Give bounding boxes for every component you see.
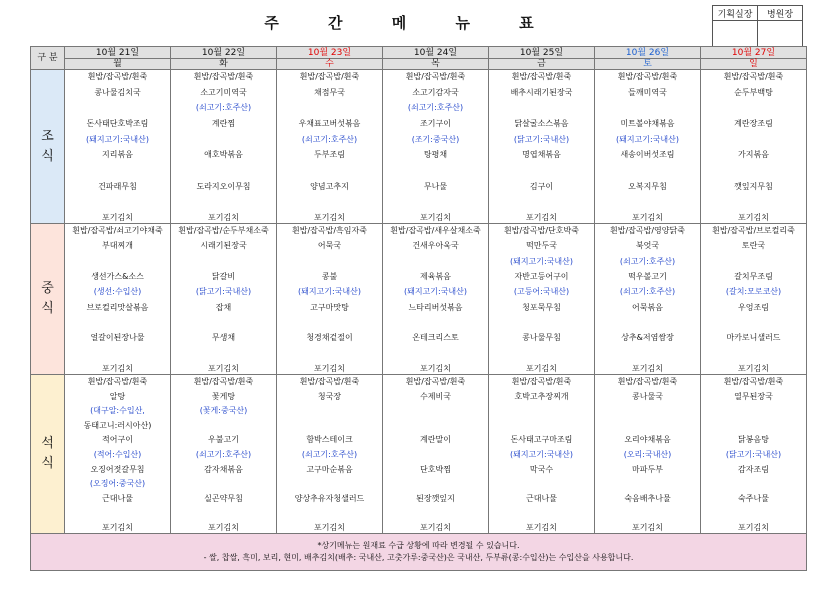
menu-cell <box>383 224 489 375</box>
menu-item: (적어:수입산) <box>93 450 142 459</box>
menu-item: 토란국 <box>741 241 766 251</box>
menu-item: 무나물 <box>423 181 448 191</box>
menu-item: 얼갈이된장나물 <box>90 333 145 343</box>
menu-item: 포기김치 <box>632 523 663 532</box>
menu-item: 계란찜 <box>211 119 236 128</box>
menu-item: 흰밥/잡곡밥/흰죽 <box>87 377 148 386</box>
menu-item: 포기김치 <box>420 523 451 532</box>
menu-item: (고등어:국내산) <box>513 287 570 297</box>
menu-item: 포기김치 <box>738 523 769 532</box>
dinner-label <box>31 375 65 534</box>
meal-label-char: 식 <box>41 456 54 471</box>
menu-item: 계란말이 <box>420 435 451 445</box>
menu-item: 포기김치 <box>738 213 769 222</box>
menu-item: 흰밥/잡곡밥/흰죽 <box>511 72 572 81</box>
menu-item: 탕평채 <box>423 150 448 160</box>
date-cell: 10월 26일 <box>595 47 701 59</box>
menu-item: 흰밥/잡곡밥/단호박죽 <box>504 226 579 235</box>
menu-cell <box>489 70 595 224</box>
menu-item: 포기김치 <box>102 523 133 532</box>
menu-item: 닭봉음탕 <box>738 435 769 445</box>
weekly-menu-table <box>30 46 807 571</box>
menu-item: 흰밥/잡곡밥/순두부채소죽 <box>178 226 269 235</box>
lunch-row <box>31 224 807 375</box>
weekday-cell: 토 <box>595 59 701 70</box>
date-cell: 10월 21일 <box>65 47 171 59</box>
menu-item: 청경채겉절이 <box>306 333 353 343</box>
menu-item: (쇠고기:호주산) <box>301 450 358 459</box>
menu-cell <box>701 224 807 375</box>
menu-item: 근대나물 <box>526 493 557 503</box>
menu-item: 무생채 <box>211 333 236 343</box>
menu-item: 알탕 <box>109 391 126 401</box>
menu-item: 꽃게탕 <box>211 391 236 401</box>
menu-item: 흰밥/잡곡밥/쇠고기야채죽 <box>72 226 163 235</box>
menu-cell <box>595 375 701 534</box>
menu-item: 고구마순볶음 <box>306 464 353 474</box>
menu-item: 닭갈비 <box>211 272 236 281</box>
menu-item: 돈사태단호박조림 <box>86 119 149 128</box>
menu-item: 포기김치 <box>208 364 239 373</box>
menu-cell <box>277 375 383 534</box>
menu-item: 포기김치 <box>526 213 557 222</box>
menu-item: 포기김치 <box>420 364 451 373</box>
menu-item: 미트볼야채볶음 <box>620 119 675 128</box>
menu-item: 포기김치 <box>314 523 345 532</box>
menu-item: 김구이 <box>529 181 554 191</box>
date-cell: 10월 23일 <box>277 47 383 59</box>
menu-cell <box>595 224 701 375</box>
menu-item: 가지볶음 <box>738 150 769 160</box>
menu-item: (닭고기:국내산) <box>513 134 570 144</box>
menu-item: 소고기감자국 <box>412 87 459 97</box>
menu-item: 명엽채볶음 <box>522 150 561 160</box>
approval-sign-1[interactable] <box>713 21 758 48</box>
menu-item: 포기김치 <box>314 364 345 373</box>
menu-item: 단호박찜 <box>420 464 451 474</box>
menu-item: (대구알:수입산, <box>90 406 145 416</box>
menu-item: (쇠고기:호주산) <box>619 287 676 297</box>
menu-item: 어묵국 <box>317 241 342 251</box>
menu-cell <box>277 224 383 375</box>
menu-item: 마카로니샐러드 <box>726 333 781 343</box>
menu-item: 흰밥/잡곡밥/흰죽 <box>405 72 466 81</box>
menu-item: 포기김치 <box>526 523 557 532</box>
menu-item: 깻잎지무침 <box>734 181 773 191</box>
date-cell: 10월 27일 <box>701 47 807 59</box>
menu-item: 숙음배추나물 <box>624 493 671 503</box>
menu-item: (돼지고기:국내산) <box>403 287 468 297</box>
menu-item: 포기김치 <box>738 364 769 373</box>
menu-item: 호박고추장찌개 <box>514 391 569 401</box>
menu-item: 지리볶음 <box>102 150 133 160</box>
menu-item: 배추시래기된장국 <box>510 87 573 97</box>
menu-item: 흰밥/잡곡밥/흰죽 <box>617 72 678 81</box>
weekday-cell: 월 <box>65 59 171 70</box>
page-title: 주 간 메 뉴 표 <box>264 14 556 32</box>
note-line-1: *상기메뉴는 원재료 수급 상황에 따라 변경될 수 있습니다. <box>317 541 520 550</box>
menu-item: 포기김치 <box>632 213 663 222</box>
approval-box <box>712 5 803 48</box>
menu-item: 흰밥/잡곡밥/흰죽 <box>617 377 678 386</box>
date-cell: 10월 24일 <box>383 47 489 59</box>
menu-item: 실곤약무침 <box>204 493 243 503</box>
menu-item: 우불고기 <box>208 435 239 445</box>
menu-item: 흰밥/잡곡밥/흰죽 <box>87 72 148 81</box>
dinner-row <box>31 375 807 534</box>
menu-item: 떡우볼고기 <box>628 272 667 281</box>
menu-item: 흰밥/잡곡밥/흰죽 <box>723 72 784 81</box>
menu-item: 포기김치 <box>102 364 133 373</box>
menu-item: 건파래무침 <box>98 181 137 191</box>
menu-item: 막국수 <box>529 464 554 474</box>
weekday-cell: 일 <box>701 59 807 70</box>
menu-item: (돼지고기:국내산) <box>85 134 150 144</box>
menu-item: 흰밥/잡곡밥/흑임자죽 <box>292 226 367 235</box>
notes-box <box>31 534 807 571</box>
menu-cell <box>65 224 171 375</box>
menu-item: 감자채볶음 <box>204 464 243 474</box>
menu-item: (닭고기:국내산) <box>195 287 252 297</box>
menu-cell <box>65 375 171 534</box>
menu-item: 포기김치 <box>208 523 239 532</box>
menu-item: 포기김치 <box>314 213 345 222</box>
menu-item: 포기김치 <box>632 364 663 373</box>
menu-cell <box>489 224 595 375</box>
menu-item: 어묵볶음 <box>632 302 663 312</box>
menu-item: 조기구이 <box>420 119 451 128</box>
menu-item: 새송이버섯조림 <box>620 150 675 160</box>
menu-item: 콩나물김치국 <box>94 87 141 97</box>
menu-item: (오리:국내산) <box>623 450 672 459</box>
weekday-cell: 수 <box>277 59 383 70</box>
menu-item: 흰밥/잡곡밥/흰죽 <box>299 377 360 386</box>
menu-item: 흰밥/잡곡밥/영양닭죽 <box>610 226 685 235</box>
menu-item: 들깨미역국 <box>628 87 667 97</box>
menu-cell <box>701 70 807 224</box>
breakfast-label <box>31 70 65 224</box>
menu-item: 생선가스&소스 <box>91 272 144 281</box>
menu-item: 두부조림 <box>314 150 345 160</box>
menu-item: 콩불 <box>321 272 338 281</box>
menu-cell <box>65 70 171 224</box>
menu-item: (쇠고기:호주산) <box>195 103 252 113</box>
menu-cell <box>595 70 701 224</box>
menu-item: 소고기미역국 <box>200 87 247 97</box>
menu-item: 돈사태고구마조림 <box>510 435 573 445</box>
menu-item: 동태고니:러시아산) <box>83 420 152 430</box>
menu-item: 근대나물 <box>102 493 133 503</box>
menu-item: 순두부백탕 <box>734 87 773 97</box>
menu-item: 청국장 <box>317 391 342 401</box>
menu-item: 포기김치 <box>208 213 239 222</box>
date-cell: 10월 25일 <box>489 47 595 59</box>
meal-label-char: 조 <box>41 128 54 144</box>
menu-item: 숙주나물 <box>738 493 769 503</box>
menu-cell <box>171 224 277 375</box>
menu-item: 감자조림 <box>738 464 769 474</box>
menu-item: (쇠고기:호주산) <box>301 134 358 144</box>
menu-cell <box>171 375 277 534</box>
menu-item: 우채표고버섯볶음 <box>298 119 361 128</box>
menu-item: 도라지오이무침 <box>196 181 251 191</box>
menu-item: 콩나물국 <box>632 391 663 401</box>
menu-item: 포기김치 <box>420 213 451 222</box>
note-line-2: - 쌀, 찹쌀, 흑미, 보리, 현미, 배추김치(배추: 국내산, 고춧가루:중국산)은 국내산, 두부류(콩:수입산)는 수입산을 사용합니다. <box>203 553 634 562</box>
menu-item: 양념고추지 <box>310 181 349 191</box>
menu-item: 잡채 <box>215 302 232 312</box>
menu-item: 수제비국 <box>420 391 451 401</box>
menu-item: (갈치:모로코산) <box>725 287 782 297</box>
menu-item: 흰밥/잡곡밥/흰죽 <box>193 377 254 386</box>
menu-item: (돼지고기:국내산) <box>297 287 362 297</box>
gubun-label: 구 분 <box>31 47 65 70</box>
menu-item: 흰밥/잡곡밥/브로컬리죽 <box>712 226 795 235</box>
menu-item: 시래기된장국 <box>200 241 247 251</box>
menu-item: 오복지무침 <box>628 181 667 191</box>
menu-item: 흰밥/잡곡밥/흰죽 <box>299 72 360 81</box>
menu-item: 함박스테이크 <box>306 435 353 445</box>
meal-label-char: 식 <box>41 148 54 164</box>
menu-item: 마파두부 <box>632 464 663 474</box>
menu-item: 된장깻잎지 <box>416 493 455 503</box>
menu-item: 고구마맛탕 <box>310 302 349 312</box>
menu-item: 양상추유자청샐러드 <box>294 493 365 503</box>
menu-item: (돼지고기:국내산) <box>509 256 574 266</box>
menu-item: 포기김치 <box>102 213 133 222</box>
approval-label-2: 병원장 <box>758 6 803 21</box>
menu-item: (쇠고기:호주산) <box>407 103 464 113</box>
menu-item: (조기:중국산) <box>411 134 460 144</box>
approval-sign-2[interactable] <box>758 21 803 48</box>
menu-cell <box>383 70 489 224</box>
menu-item: 콩나물무침 <box>522 333 561 343</box>
menu-item: 열무된장국 <box>734 391 773 401</box>
menu-item: 흰밥/잡곡밥/새우살채소죽 <box>390 226 481 235</box>
menu-item: 상추&저염쌈장 <box>621 333 674 343</box>
menu-cell <box>701 375 807 534</box>
menu-item: 온테크리스토 <box>412 333 459 343</box>
menu-item: 제육볶음 <box>420 272 451 281</box>
menu-item: (돼지고기:국내산) <box>509 450 574 459</box>
menu-item: 흰밥/잡곡밥/흰죽 <box>193 72 254 81</box>
menu-item: 갈치무조림 <box>734 272 773 281</box>
weekday-header-row <box>31 59 807 70</box>
menu-item: 부대찌개 <box>102 241 133 251</box>
menu-item: (꽃게:중국산) <box>199 406 248 416</box>
menu-item: (돼지고기:국내산) <box>615 134 680 144</box>
menu-cell <box>277 70 383 224</box>
menu-item: 닭살굴소스볶음 <box>514 119 569 128</box>
menu-item: 흰밥/잡곡밥/흰죽 <box>405 377 466 386</box>
menu-item: 떡만두국 <box>526 241 557 251</box>
meal-label-char: 중 <box>41 281 54 296</box>
weekday-cell: 목 <box>383 59 489 70</box>
menu-item: 느타리버섯볶음 <box>408 302 463 312</box>
menu-item: 건새우아욱국 <box>412 241 459 251</box>
menu-item: 자반고등어구이 <box>514 272 569 281</box>
menu-item: 포기김치 <box>526 364 557 373</box>
menu-item: (쇠고기:호주산) <box>619 256 676 266</box>
meal-label-char: 식 <box>41 301 54 316</box>
menu-item: 오리야채볶음 <box>624 435 671 445</box>
menu-cell <box>489 375 595 534</box>
menu-item: 우엉조림 <box>738 302 769 312</box>
menu-item: 청포묵무침 <box>522 302 561 312</box>
weekday-cell: 화 <box>171 59 277 70</box>
menu-item: (오징어:중국산) <box>89 479 146 489</box>
menu-item: 브로컬리맛살볶음 <box>86 302 149 312</box>
breakfast-row <box>31 70 807 224</box>
menu-item: 북엇국 <box>635 241 660 251</box>
date-cell: 10월 22일 <box>171 47 277 59</box>
menu-cell <box>171 70 277 224</box>
menu-cell <box>383 375 489 534</box>
menu-item: (생선:수입산) <box>93 287 142 297</box>
menu-item: 채점무국 <box>314 87 345 97</box>
menu-item: 애호박볶음 <box>204 150 243 160</box>
approval-label-1: 기획실장 <box>713 6 758 21</box>
menu-item: 오징어젓갈무침 <box>90 464 145 474</box>
menu-item: (닭고기:국내산) <box>725 450 782 459</box>
menu-item: (쇠고기:호주산) <box>195 450 252 459</box>
menu-item: 흰밥/잡곡밥/흰죽 <box>723 377 784 386</box>
menu-item: 적어구이 <box>102 435 133 445</box>
date-header-row <box>31 47 807 59</box>
notes-row <box>31 534 807 571</box>
weekday-cell: 금 <box>489 59 595 70</box>
menu-item: 계란장조림 <box>734 119 773 128</box>
menu-item: 흰밥/잡곡밥/흰죽 <box>511 377 572 386</box>
lunch-label <box>31 224 65 375</box>
meal-label-char: 석 <box>41 436 54 451</box>
